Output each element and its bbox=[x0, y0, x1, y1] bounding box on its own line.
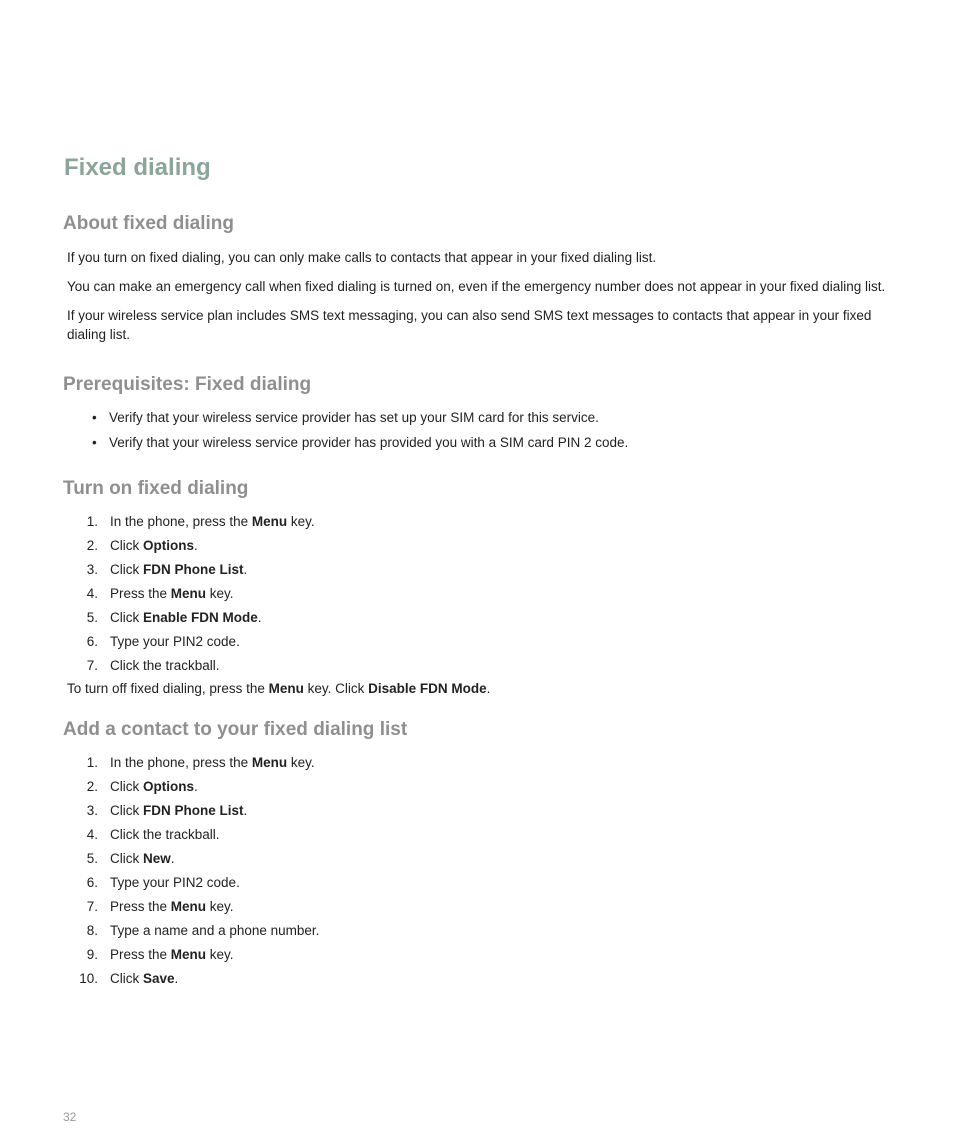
step-item bbox=[74, 897, 234, 921]
step-text-part: . bbox=[194, 779, 198, 794]
page-title: Fixed dialing bbox=[64, 154, 211, 181]
step-number: 6. bbox=[86, 875, 98, 890]
step-item bbox=[74, 560, 248, 584]
note-menu-key: Menu bbox=[268, 681, 304, 696]
step-item bbox=[74, 536, 198, 560]
step-text bbox=[110, 873, 240, 892]
step-number: 9. bbox=[86, 947, 98, 962]
step-number: 6. bbox=[86, 634, 98, 649]
step-text bbox=[110, 801, 247, 820]
turn-off-note bbox=[67, 679, 490, 698]
step-text bbox=[110, 608, 262, 627]
step-text-part: . bbox=[194, 538, 198, 553]
step-item bbox=[74, 753, 315, 777]
step-number: 7. bbox=[86, 899, 98, 914]
step-text-part: Click bbox=[110, 971, 143, 986]
step-text-part: . bbox=[174, 971, 179, 986]
step-text-part: . bbox=[243, 803, 248, 818]
bullet-icon: • bbox=[92, 435, 97, 450]
step-text-part: Type your PIN2 code. bbox=[110, 875, 240, 890]
list-item bbox=[92, 408, 628, 433]
step-text-part: In the phone, press the bbox=[110, 514, 252, 529]
step-item bbox=[74, 969, 179, 993]
step-text-part: Press the bbox=[110, 586, 171, 601]
step-item bbox=[74, 512, 315, 536]
step-number: 4. bbox=[86, 586, 98, 601]
step-bold-term: Menu bbox=[170, 947, 207, 962]
step-text-part: Click bbox=[110, 779, 143, 794]
step-bold-term: Menu bbox=[170, 899, 207, 914]
step-number: 1. bbox=[86, 514, 98, 529]
prerequisites-heading: Prerequisites: Fixed dialing bbox=[63, 374, 312, 395]
note-text: To turn off fixed dialing, press the bbox=[67, 681, 269, 696]
turn-on-steps-list bbox=[74, 512, 315, 680]
about-paragraph-1: If you turn on fixed dialing, you can only make calls to contacts that appear in your fixed dialing list. bbox=[67, 250, 657, 265]
step-text bbox=[110, 849, 175, 868]
prerequisites-list bbox=[92, 408, 628, 458]
about-heading: About fixed dialing bbox=[63, 213, 234, 234]
add-contact-steps-list bbox=[74, 753, 320, 993]
step-text-part: In the phone, press the bbox=[110, 755, 252, 770]
step-text-part: Click bbox=[110, 538, 143, 553]
step-text-part: Click bbox=[110, 562, 143, 577]
note-disable-fdn-mode: Disable FDN Mode bbox=[368, 681, 487, 696]
step-text-part: key. bbox=[206, 947, 234, 962]
step-item bbox=[74, 873, 240, 897]
list-item-text: Verify that your wireless service provider has set up your SIM card for this service. bbox=[109, 410, 599, 425]
step-bold-term: Save bbox=[143, 971, 175, 986]
step-bold-term: New bbox=[143, 851, 171, 866]
note-text: . bbox=[486, 681, 491, 696]
step-item bbox=[74, 584, 234, 608]
step-number: 8. bbox=[86, 923, 98, 938]
step-bold-term: FDN Phone List bbox=[143, 803, 244, 818]
step-number: 4. bbox=[86, 827, 98, 842]
step-text-part: . bbox=[243, 562, 248, 577]
step-bold-term: FDN Phone List bbox=[143, 562, 244, 577]
step-item bbox=[74, 608, 262, 632]
step-text-part: Click bbox=[110, 803, 143, 818]
step-text-part: key. bbox=[206, 586, 234, 601]
step-text bbox=[110, 753, 315, 772]
note-text: key. Click bbox=[303, 681, 369, 696]
list-item bbox=[92, 433, 628, 458]
step-text bbox=[110, 512, 315, 531]
step-bold-term: Options bbox=[143, 538, 194, 553]
step-item bbox=[74, 777, 198, 801]
step-number: 3. bbox=[86, 803, 98, 818]
step-text bbox=[110, 945, 234, 964]
step-item bbox=[74, 921, 320, 945]
step-number: 5. bbox=[86, 610, 98, 625]
step-item bbox=[74, 656, 220, 680]
step-bold-term: Options bbox=[143, 779, 194, 794]
step-number: 5. bbox=[86, 851, 98, 866]
step-item bbox=[74, 801, 248, 825]
step-item bbox=[74, 945, 234, 969]
step-text bbox=[110, 584, 234, 603]
bullet-icon: • bbox=[92, 410, 97, 425]
step-text-part: Click bbox=[110, 610, 143, 625]
turn-on-heading: Turn on fixed dialing bbox=[63, 478, 249, 499]
step-number: 2. bbox=[86, 779, 98, 794]
step-text bbox=[110, 777, 198, 796]
step-bold-term: Menu bbox=[251, 514, 288, 529]
step-text-part: Press the bbox=[110, 947, 171, 962]
step-number: 3. bbox=[86, 562, 98, 577]
step-text bbox=[110, 897, 234, 916]
list-item-text: Verify that your wireless service provider has provided you with a SIM card PIN 2 code. bbox=[109, 435, 629, 450]
step-number: 10. bbox=[79, 971, 98, 986]
step-text-part: key. bbox=[287, 755, 315, 770]
step-number: 7. bbox=[86, 658, 98, 673]
step-text bbox=[110, 969, 178, 988]
step-text bbox=[110, 656, 220, 675]
about-paragraph-3: If your wireless service plan includes SMS text messaging, you can also send SMS text messages to contacts that appear in your fixed dialing list. bbox=[67, 308, 872, 342]
step-text-part: . bbox=[257, 610, 262, 625]
step-text-part: Click the trackball. bbox=[110, 827, 220, 842]
page-number: 32 bbox=[63, 1110, 77, 1124]
step-bold-term: Menu bbox=[251, 755, 288, 770]
step-item bbox=[74, 632, 240, 656]
step-text-part: Type your PIN2 code. bbox=[110, 634, 240, 649]
step-number: 1. bbox=[86, 755, 98, 770]
step-text-part: Click bbox=[110, 851, 143, 866]
step-text bbox=[110, 560, 247, 579]
step-text-part: Type a name and a phone number. bbox=[110, 923, 320, 938]
step-item bbox=[74, 849, 175, 873]
step-bold-term: Enable FDN Mode bbox=[143, 610, 258, 625]
step-text bbox=[110, 921, 319, 940]
step-bold-term: Menu bbox=[170, 586, 207, 601]
step-text-part: Click the trackball. bbox=[110, 658, 220, 673]
step-text bbox=[110, 632, 240, 651]
step-number: 2. bbox=[86, 538, 98, 553]
about-paragraph-2: You can make an emergency call when fixed dialing is turned on, even if the emergency number does not appear in your fixed dialing list. bbox=[67, 279, 886, 294]
add-contact-heading: Add a contact to your fixed dialing list bbox=[63, 719, 408, 740]
step-text-part: Press the bbox=[110, 899, 171, 914]
step-item bbox=[74, 825, 220, 849]
step-text-part: . bbox=[170, 851, 175, 866]
step-text-part: key. bbox=[206, 899, 234, 914]
step-text-part: key. bbox=[287, 514, 315, 529]
step-text bbox=[110, 536, 198, 555]
step-text bbox=[110, 825, 220, 844]
